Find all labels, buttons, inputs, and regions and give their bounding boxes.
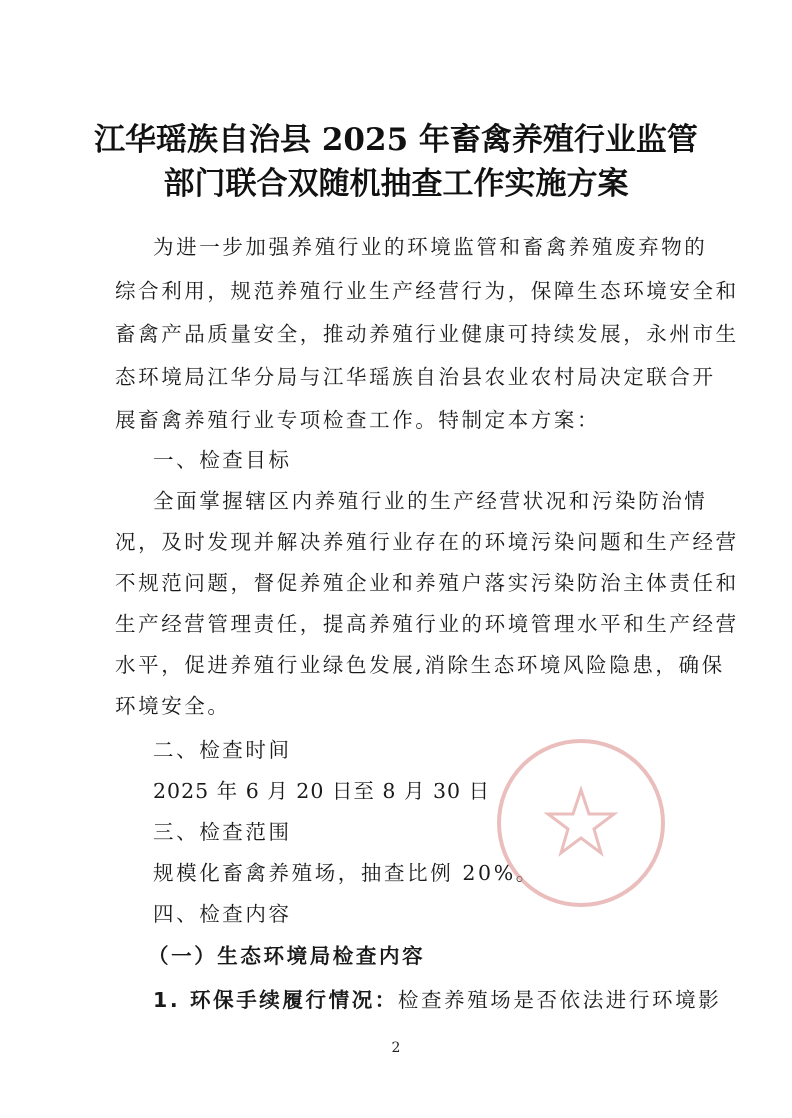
intro-line: 态环境局江华分局与江华瑶族自治县农业农村局决定联合开 <box>115 365 716 389</box>
seal-star-icon <box>548 790 614 853</box>
official-seal-icon <box>486 728 676 918</box>
intro-line: 畜禽产品质量安全，推动养殖行业健康可持续发展，永州市生 <box>115 322 739 346</box>
goal-line: 不规范问题，督促养殖企业和养殖户落实污染防治主体责任和 <box>115 571 739 595</box>
content-item-1-label: 1. 环保手续履行情况： <box>153 988 398 1012</box>
section-heading-scope: 三、检查范围 <box>153 820 292 844</box>
intro-line: 综合利用，规范养殖行业生产经营行为，保障生态环境安全和 <box>115 279 739 303</box>
inspection-scope-text: 规模化畜禽养殖场，抽查比例 20%。 <box>153 861 539 885</box>
section-heading-content: 四、检查内容 <box>153 902 292 926</box>
seal-ring <box>499 741 663 905</box>
intro-line: 为进一步加强养殖行业的环境监管和畜禽养殖废弃物的 <box>153 235 708 259</box>
goal-line: 水平，促进养殖行业绿色发展,消除生态环境风险隐患，确保 <box>115 653 725 677</box>
goal-line: 生产经营管理责任，提高养殖行业的环境管理水平和生产经营 <box>115 612 739 636</box>
subsection-heading-ecology-bureau: （一）生态环境局检查内容 <box>148 944 426 968</box>
goal-line: 况，及时发现并解决养殖行业存在的环境污染问题和生产经营 <box>115 530 739 554</box>
section-heading-goal: 一、检查目标 <box>153 448 292 472</box>
document-title-line-2: 部门联合双随机抽查工作实施方案 <box>163 166 629 202</box>
page-number: 2 <box>391 1040 401 1056</box>
document-title-line-1: 江华瑶族自治县 2025 年畜禽养殖行业监管 <box>94 122 698 158</box>
intro-line: 展畜禽养殖行业专项检查工作。特制定本方案： <box>115 408 601 432</box>
goal-line: 全面掌握辖区内养殖行业的生产经营状况和污染防治情 <box>153 489 708 513</box>
inspection-time-text: 2025 年 6 月 20 日至 8 月 30 日 <box>153 779 491 803</box>
goal-line: 环境安全。 <box>115 694 231 718</box>
section-heading-time: 二、检查时间 <box>153 738 292 762</box>
content-item-1 <box>153 985 721 1015</box>
content-item-1-text: 检查养殖场是否依法进行环境影 <box>397 988 722 1012</box>
